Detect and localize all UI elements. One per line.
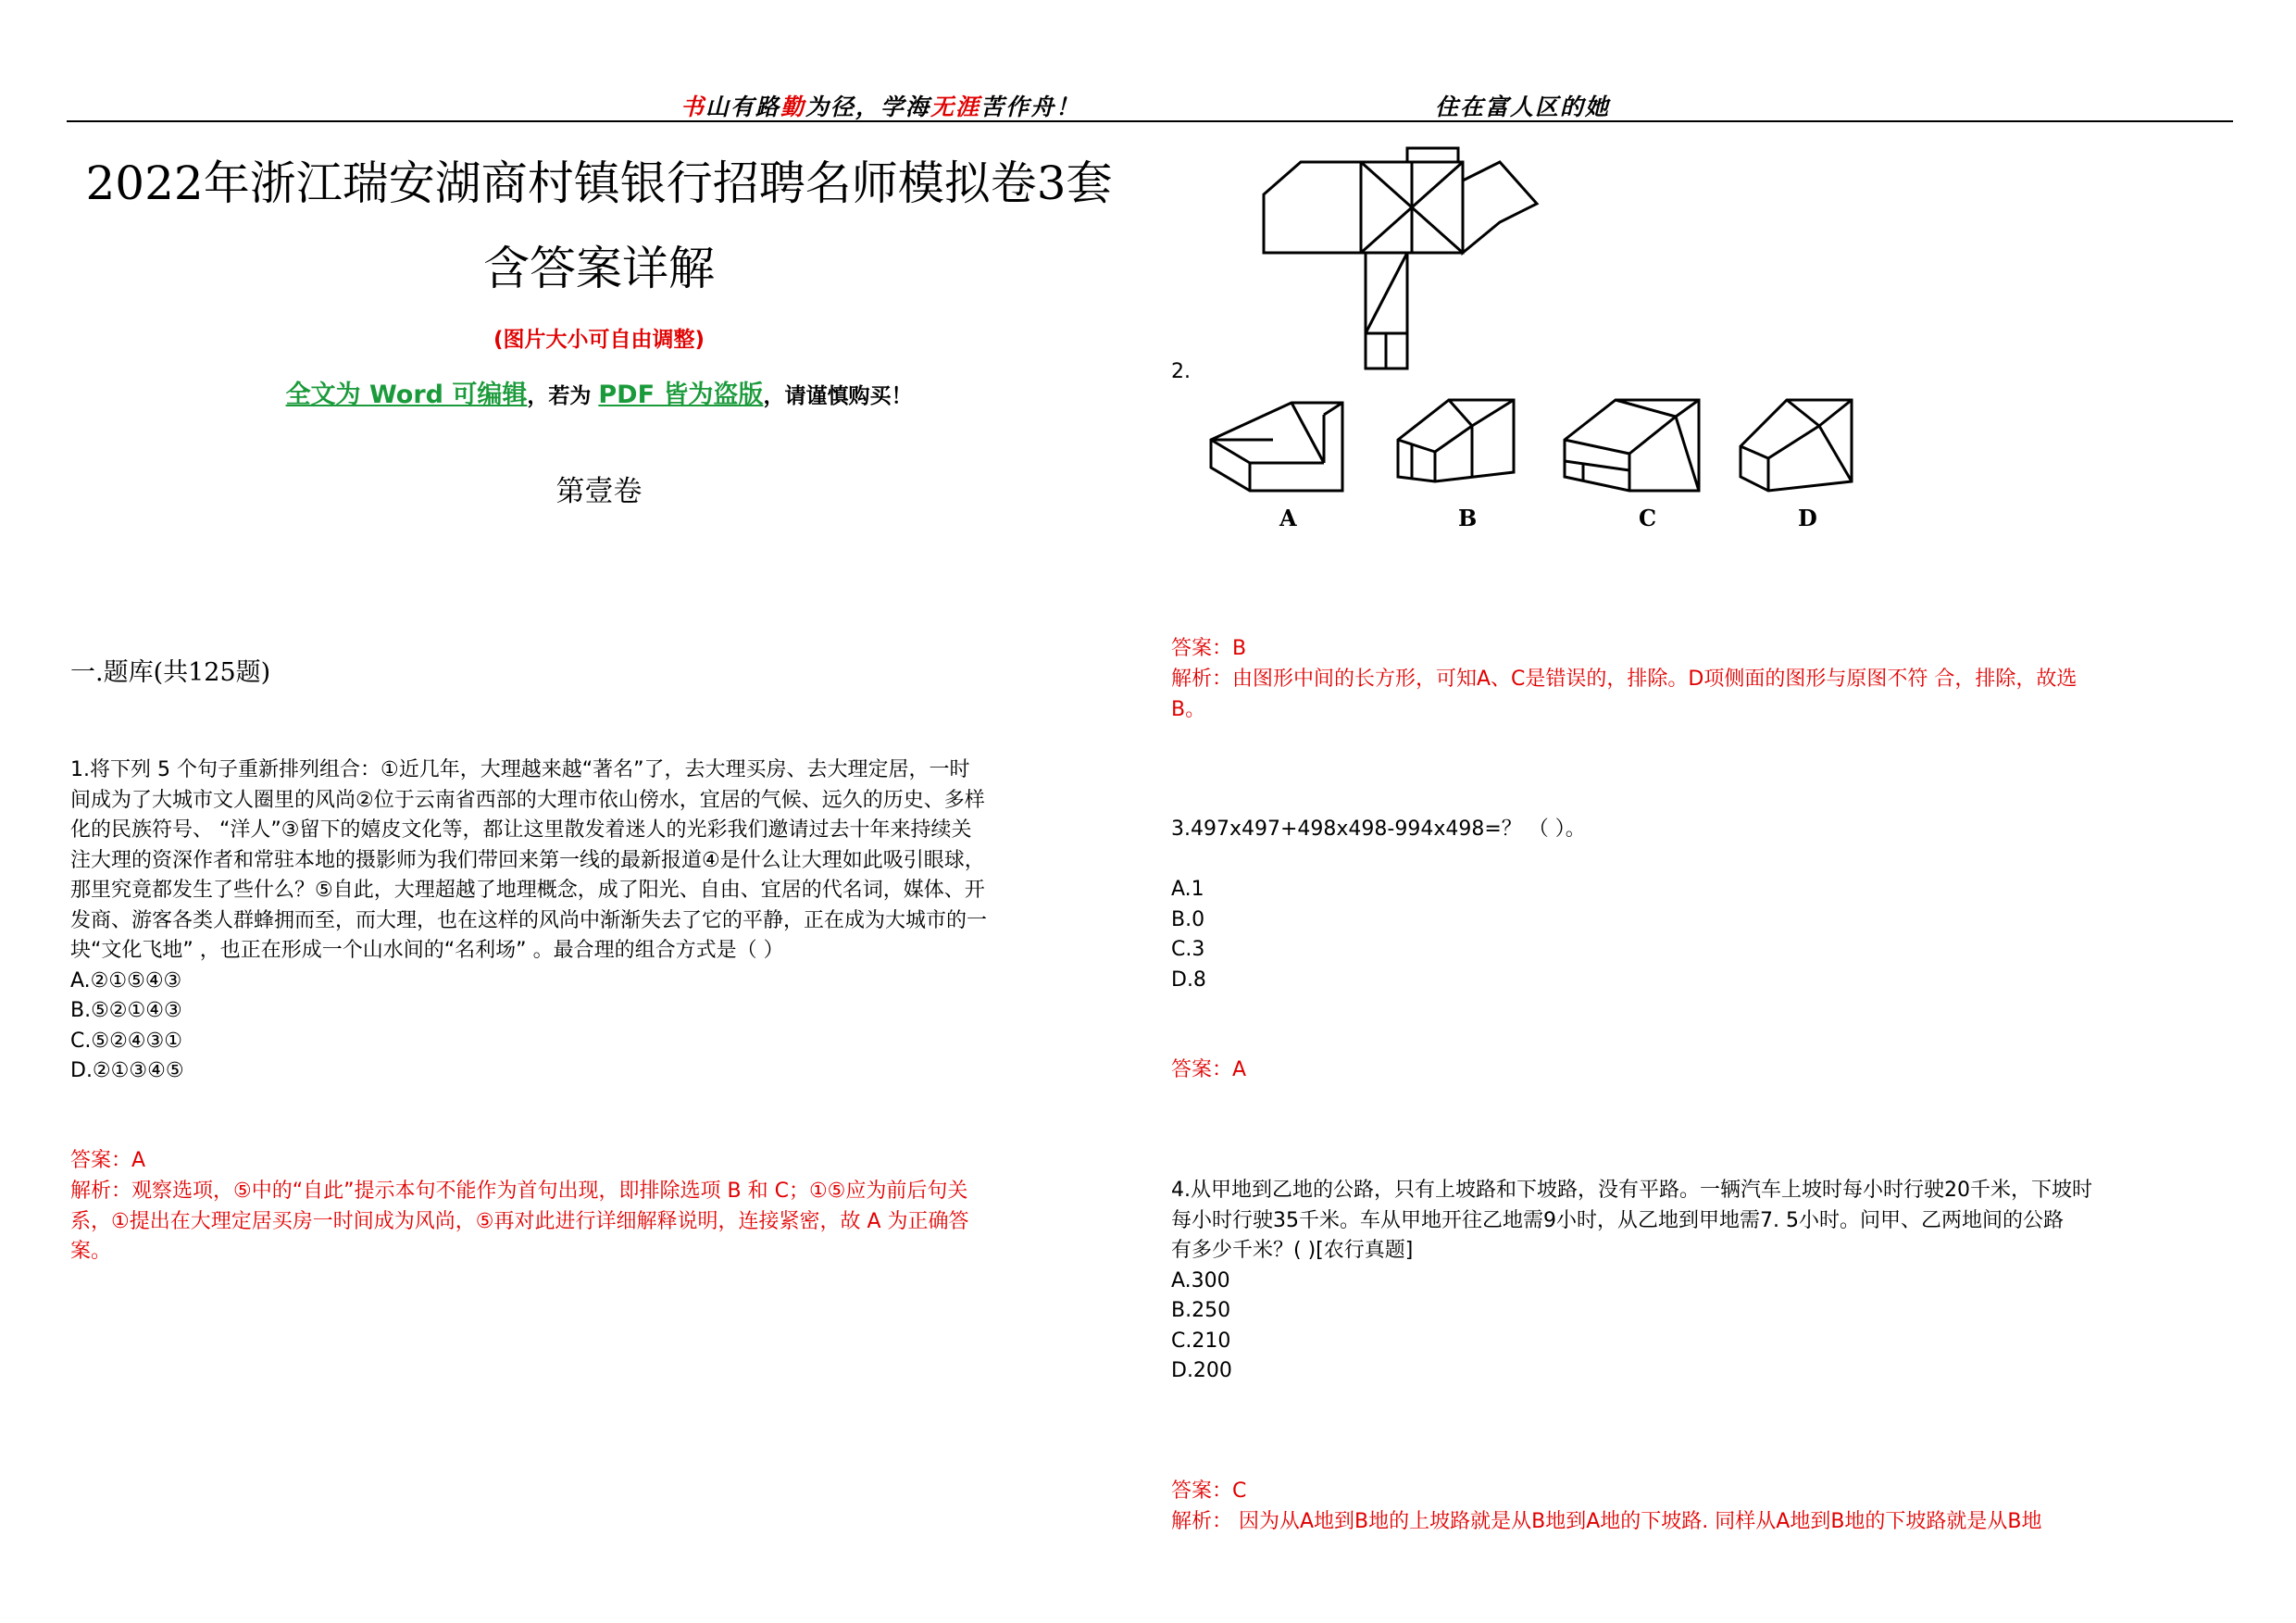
figure-label-a: A (1279, 505, 1297, 531)
doc-title-line2: 含答案详解 (483, 242, 715, 295)
answer-1: 答案：A (70, 1149, 146, 1172)
section-heading: 一.题库(共125题) (70, 658, 271, 687)
question-text-line: 化的民族符号、 “洋人”③留下的嬉皮文化等，都让这里散发着迷人的光彩我们邀请过去十年来持续关 (70, 818, 972, 842)
option-d: D.8 (1171, 968, 1206, 992)
volume-heading: 第壹卷 (555, 475, 643, 508)
question-text-line: 注大理的资深作者和常驻本地的摄影师为我们带回来第一线的最新报道④是什么让大理如此吸引眼球， (70, 848, 985, 872)
answer-3: 答案：A (1171, 1058, 1247, 1081)
copyright-mid: ，若为 (527, 384, 599, 408)
answer-2: 答案：B (1171, 637, 1247, 660)
cube-net-figure (1259, 144, 1555, 375)
option-figures (1204, 389, 1870, 500)
motto-char: 苦作舟！ (980, 94, 1081, 120)
copyright-end: ，请谨慎购买！ (763, 384, 913, 408)
question-text-line: 间成为了大城市文人圈里的风尚②位于云南省西部的大理市依山傍水，宜居的气候、远久的历史、多样 (70, 788, 985, 812)
question-2-number: 2. (1171, 360, 1191, 383)
header-right-text: 住在富人区的她 (1435, 94, 1611, 120)
motto-char: 无涯 (930, 94, 981, 120)
question-text-line: 每小时行驶35千米。车从甲地开往乙地需9小时，从乙地到甲地需7. 5小时。问甲、乙两地间的公路 (1171, 1208, 2064, 1232)
header-motto (680, 89, 1080, 122)
option-c: C.⑤②④③① (70, 1029, 182, 1053)
copyright-note (67, 374, 1131, 410)
analysis-4: 解析： 因为从A地到B地的上坡路就是从B地到A地的下坡路. 同样从A地到B地的下坡路就是从B地 (1171, 1510, 2042, 1533)
option-d: D.②①③④⑤ (70, 1059, 184, 1082)
option-b: B.250 (1171, 1299, 1231, 1322)
question-3-options (1171, 875, 1206, 995)
option-c: C.210 (1171, 1329, 1231, 1353)
question-3: 3.497x497+498x498-994x498=？ （ ）。 (1171, 818, 1586, 841)
question-text-line: 块“文化飞地” ，也正在形成一个山水间的“名利场” 。最合理的组合方式是（ ） (70, 939, 784, 962)
figure-label-b: B (1458, 505, 1478, 531)
motto-char: 为径，学海 (805, 94, 931, 120)
question-text-line: 有多少千米？( )[农行真题] (1171, 1239, 1414, 1262)
question-text-line: 1.将下列 5 个句子重新排列组合：①近几年，大理越来越“著名”了，去大理买房、去大理定居，一时 (70, 758, 970, 781)
analysis-line: 系，①提出在大理定居买房一时间成为风尚，⑤再对此进行详细解释说明，连接紧密，故 A 为正确答 (70, 1209, 969, 1233)
option-b: B.0 (1171, 907, 1205, 931)
analysis-line: 解析：由图形中间的长方形，可知A、C是错误的，排除。D项侧面的图形与原图不符 合，排除，故选 (1171, 668, 2078, 691)
option-d: D.200 (1171, 1359, 1232, 1382)
analysis-2 (1171, 665, 2227, 725)
figure-label-c: C (1639, 505, 1657, 531)
question-text-line: 那里究竟都发生了些什么？⑤自此，大理超越了地理概念，成了阳光、自由、宜居的代名词，媒体、开 (70, 879, 985, 902)
header-rule (67, 120, 2233, 122)
question-text-line: 4.从甲地到乙地的公路，只有上坡路和下坡路，没有平路。一辆汽车上坡时每小时行驶20千米，下坡时 (1171, 1179, 2092, 1202)
word-link[interactable]: 全文为 Word 可编辑 (285, 381, 528, 409)
size-note: (图片大小可自由调整) (493, 328, 705, 352)
option-b: B.⑤②①④③ (70, 999, 182, 1022)
question-1 (70, 755, 1126, 1087)
pdf-link[interactable]: PDF 皆为盗版 (598, 381, 764, 409)
option-a: A.300 (1171, 1268, 1230, 1292)
analysis-line: B。 (1171, 697, 1206, 721)
analysis-line: 案。 (70, 1240, 112, 1263)
analysis-1 (70, 1177, 1126, 1267)
doc-title-line1: 2022年浙江瑞安湖商村镇银行招聘名师模拟卷3套 (85, 156, 1113, 210)
motto-char: 山有路 (705, 94, 781, 120)
analysis-line: 解析：观察选项，⑤中的“自此”提示本句不能作为首句出现，即排除选项 B 和 C；①⑤应为前后句关 (70, 1180, 968, 1203)
option-a: A.②①⑤④③ (70, 968, 182, 993)
option-a: A.1 (1171, 878, 1204, 901)
figure-label-d: D (1798, 505, 1817, 531)
question-text-line: 发商、游客各类人群蜂拥而至，而大理，也在这样的风尚中渐渐失去了它的平静，正在成为大城市的一 (70, 908, 988, 932)
option-c: C.3 (1171, 938, 1205, 961)
answer-4: 答案：C (1171, 1479, 1247, 1503)
question-4 (1171, 1176, 2236, 1387)
motto-char: 勤 (780, 94, 806, 120)
motto-char: 书 (680, 94, 706, 120)
